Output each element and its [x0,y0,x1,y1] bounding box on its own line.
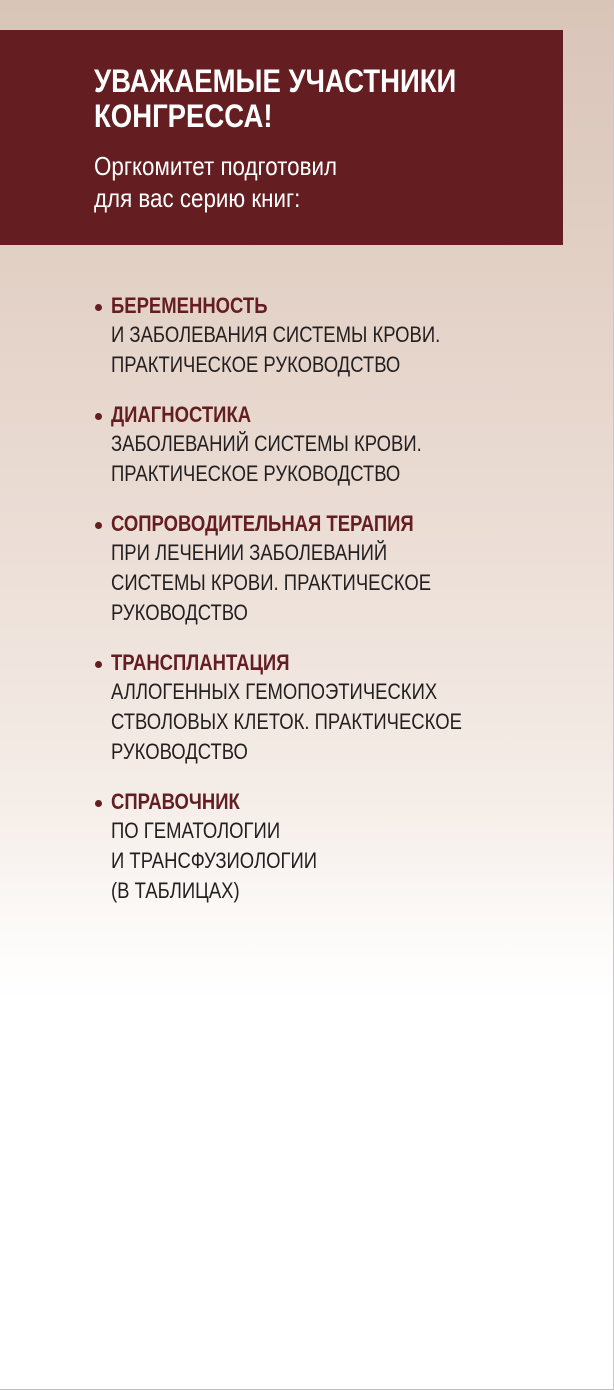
book-item-transplantation [95,648,565,767]
book-description-line: АЛЛОГЕННЫХ ГЕМОПОЭТИЧЕСКИХ [111,679,438,704]
bullet-icon [95,522,102,529]
banner-title-line: КОНГРЕССА! [94,98,273,134]
header-banner [0,30,563,245]
book-description-line: ЗАБОЛЕВАНИЙ СИСТЕМЫ КРОВИ. [111,431,422,456]
banner-subtitle-line: Оргкомитет подготовил [94,151,338,181]
book-heading: ТРАНСПЛАНТАЦИЯ [111,650,290,675]
book-item-supportive-therapy [95,509,565,628]
book-heading: ДИАГНОСТИКА [111,402,252,427]
bullet-icon [95,800,102,807]
book-description-line: СТВОЛОВЫХ КЛЕТОК. ПРАКТИЧЕСКОЕ [111,709,462,734]
book-description-line: И ТРАНСФУЗИОЛОГИИ [111,848,318,873]
book-description-line: ПРАКТИЧЕСКОЕ РУКОВОДСТВО [111,461,401,486]
book-description-line: СИСТЕМЫ КРОВИ. ПРАКТИЧЕСКОЕ [111,570,432,595]
banner-title-line: УВАЖАЕМЫЕ УЧАСТНИКИ [94,63,457,99]
book-description-line: ПО ГЕМАТОЛОГИИ [111,818,281,843]
banner-subtitle-line: для вас серию книг: [94,183,301,213]
banner-title [94,64,497,134]
book-item-diagnostics [95,400,565,489]
book-item-handbook [95,787,565,906]
book-heading: БЕРЕМЕННОСТЬ [111,293,268,318]
book-description-line: РУКОВОДСТВО [111,600,248,625]
book-description-line: ПРИ ЛЕЧЕНИИ ЗАБОЛЕВАНИЙ [111,540,388,565]
book-heading: СОПРОВОДИТЕЛЬНАЯ ТЕРАПИЯ [111,511,414,536]
bullet-icon [95,661,102,668]
book-description-line: (В ТАБЛИЦАХ) [111,878,240,903]
book-item-pregnancy [95,291,565,380]
bullet-icon [95,304,102,311]
book-description-line: РУКОВОДСТВО [111,739,248,764]
book-description-line: И ЗАБОЛЕВАНИЯ СИСТЕМЫ КРОВИ. [111,322,441,347]
book-heading: СПРАВОЧНИК [111,789,240,814]
banner-subtitle [94,150,497,214]
bullet-icon [95,413,102,420]
book-list [95,291,565,926]
book-description-line: ПРАКТИЧЕСКОЕ РУКОВОДСТВО [111,352,401,377]
